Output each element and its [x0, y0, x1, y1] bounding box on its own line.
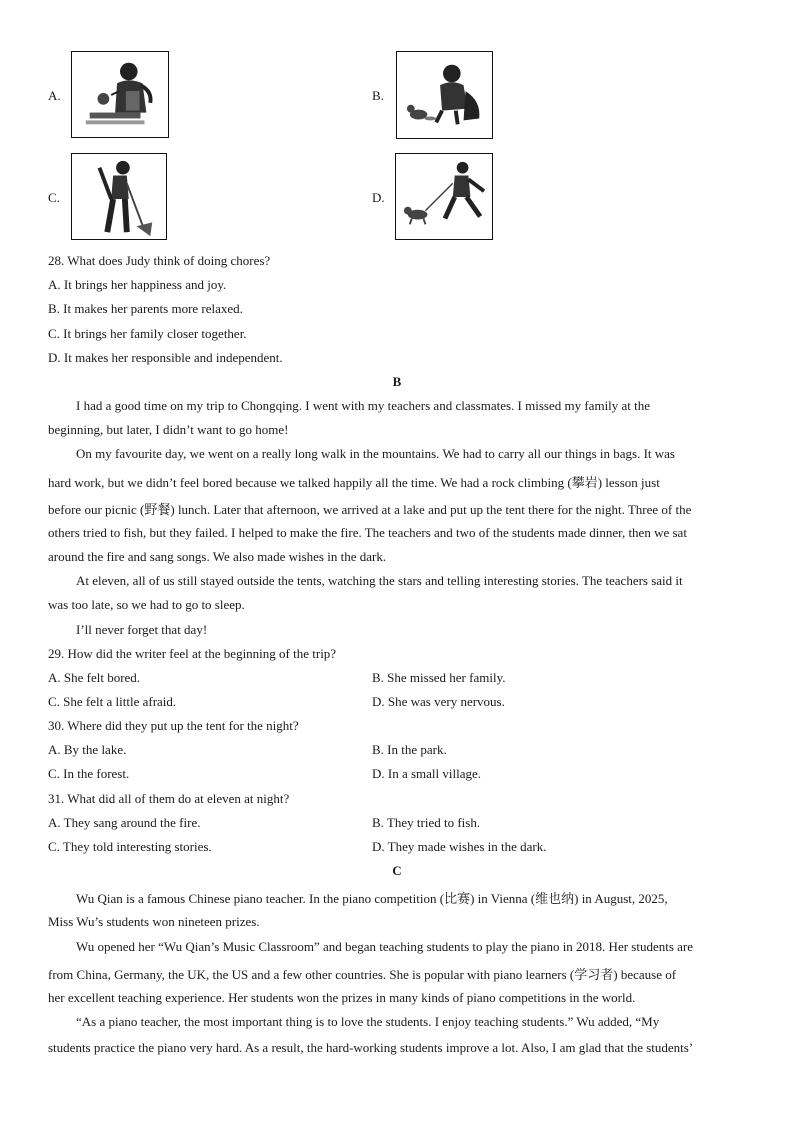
image-a-label: A. — [48, 88, 61, 103]
passage-c-line: Miss Wu’s students won nineteen prizes. — [48, 914, 260, 929]
passage-c-line: Wu Qian is a famous Chinese piano teacher. In the piano competition (比赛) in Vienna (维也纳) in August, 2025, — [76, 891, 668, 906]
passage-c-line: “As a piano teacher, the most important thing is to love the students. I enjoy teaching students.” Wu added, “My — [76, 1014, 660, 1029]
q30-option-c: C. In the forest. — [48, 766, 130, 781]
passage-b-line: At eleven, all of us still stayed outside the tents, watching the stars and telling interesting stories. The teachers said it — [76, 573, 683, 588]
passage-b-line: I had a good time on my trip to Chongqing. I went with my teachers and classmates. I missed my family at the — [76, 398, 651, 413]
image-b-label: B. — [372, 88, 384, 103]
q30-option-b: B. In the park. — [372, 742, 447, 757]
q28-question: 28. What does Judy think of doing chores? — [48, 253, 271, 268]
q31-question: 31. What did all of them do at eleven at night? — [48, 791, 290, 806]
image-d-label: D. — [372, 190, 385, 205]
section-b-heading: B — [392, 374, 402, 389]
passage-b-line: before our picnic (野餐) lunch. Later that afternoon, we arrived at a lake and put up the tent there for the night. Three of the — [48, 502, 692, 517]
image-b-feeding-pets — [396, 51, 493, 139]
q31-option-c: C. They told interesting stories. — [48, 839, 212, 854]
passage-b-line: beginning, but later, I didn’t want to go home! — [48, 422, 289, 437]
passage-c-line: students practice the piano very hard. As a result, the hard-working students improve a lot. Also, I am glad that the students’ — [48, 1040, 694, 1055]
image-c-sweeping — [71, 153, 167, 240]
q29-option-c: C. She felt a little afraid. — [48, 694, 177, 709]
passage-b-line: others tried to fish, but they failed. I helped to make the fire. The teachers and two of the students made dinner, then we sat — [48, 525, 687, 540]
q28-option-c: C. It brings her family closer together. — [48, 326, 247, 341]
passage-c-line: Wu opened her “Wu Qian’s Music Classroom” and began teaching students to play the piano in 2018. Her students are — [76, 939, 694, 954]
passage-c-line: from China, Germany, the UK, the US and a few other countries. She is popular with piano learners (学习者) because of — [48, 967, 677, 982]
cooking-illustration — [72, 52, 168, 137]
q29-question: 29. How did the writer feel at the beginning of the trip? — [48, 646, 337, 661]
sweeping-illustration — [72, 154, 166, 239]
passage-b-line: hard work, but we didn’t feel bored because we talked happily all the time. We had a rock climbing (攀岩) lesson just — [48, 475, 660, 490]
passage-b-line: was too late, so we had to go to sleep. — [48, 597, 245, 612]
q29-option-a: A. She felt bored. — [48, 670, 141, 685]
q31-option-d: D. They made wishes in the dark. — [372, 839, 547, 854]
q29-option-d: D. She was very nervous. — [372, 694, 505, 709]
passage-c-line: her excellent teaching experience. Her students won the prizes in many kinds of piano competitions in the world. — [48, 990, 636, 1005]
q30-option-d: D. In a small village. — [372, 766, 482, 781]
image-a-cooking — [71, 51, 169, 138]
q30-option-a: A. By the lake. — [48, 742, 127, 757]
q28-option-d: D. It makes her responsible and independent. — [48, 350, 283, 365]
q31-option-a: A. They sang around the fire. — [48, 815, 201, 830]
q28-option-b: B. It makes her parents more relaxed. — [48, 301, 243, 316]
q30-question: 30. Where did they put up the tent for the night? — [48, 718, 299, 733]
q28-option-a: A. It brings her happiness and joy. — [48, 277, 227, 292]
feeding-pets-illustration — [397, 52, 492, 138]
image-c-label: C. — [48, 190, 60, 205]
q29-option-b: B. She missed her family. — [372, 670, 506, 685]
passage-b-line: On my favourite day, we went on a really long walk in the mountains. We had to carry all our things in bags. It was — [76, 446, 675, 461]
passage-b-line: around the fire and sang songs. We also made wishes in the dark. — [48, 549, 387, 564]
image-d-walking-dog — [395, 153, 493, 240]
q31-option-b: B. They tried to fish. — [372, 815, 481, 830]
walking-dog-illustration — [396, 154, 492, 239]
passage-b-line: I’ll never forget that day! — [76, 622, 208, 637]
section-c-heading: C — [392, 863, 402, 878]
